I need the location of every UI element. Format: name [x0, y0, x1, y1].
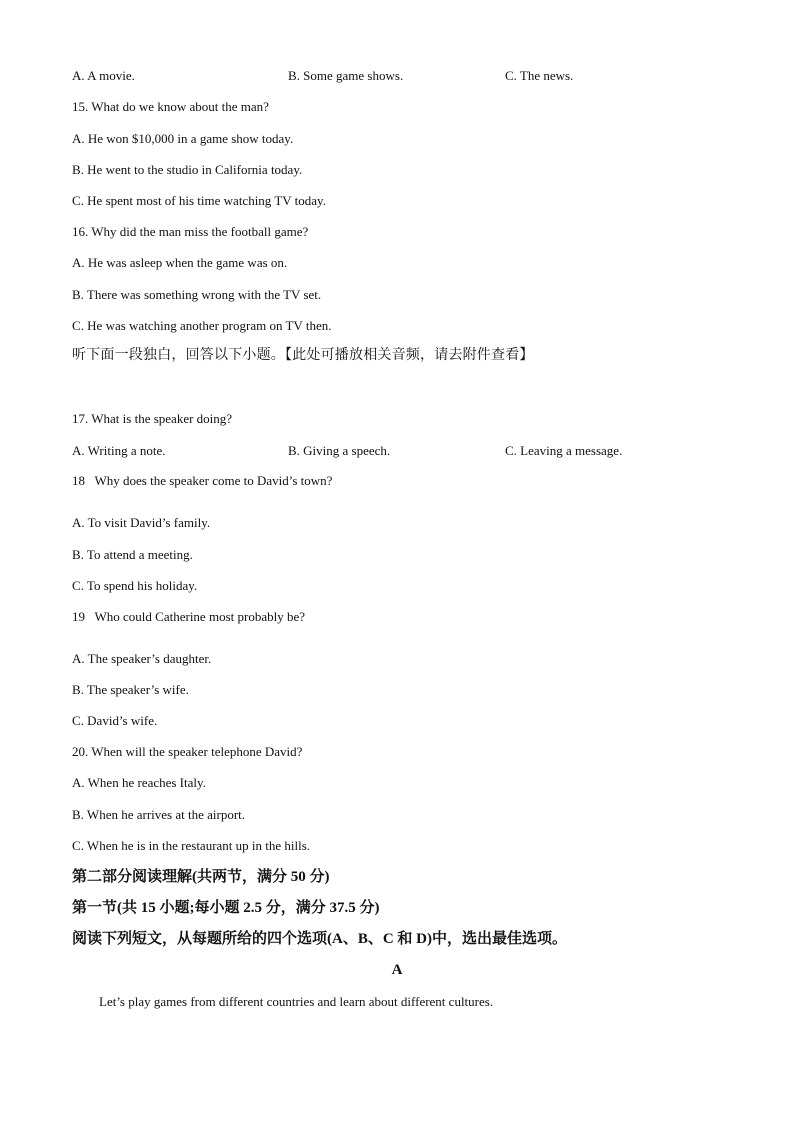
q17-option-b: B. Giving a speech.: [288, 443, 391, 458]
q19-option-b: B. The speaker’s wife.: [72, 682, 189, 697]
q15-option-b: B. He went to the studio in California today.: [72, 162, 303, 177]
q18-option-a: A. To visit David’s family.: [72, 515, 211, 530]
q19-question: 19 Who could Catherine most probably be?: [72, 609, 305, 624]
q17-option-c: C. Leaving a message.: [505, 443, 623, 458]
q17-question: 17. What is the speaker doing?: [72, 411, 233, 426]
q18-option-c: C. To spend his holiday.: [72, 578, 198, 593]
q16-option-a: A. He was asleep when the game was on.: [72, 255, 288, 270]
q19-option-a: A. The speaker’s daughter.: [72, 651, 212, 666]
q16-option-c: C. He was watching another program on TV then.: [72, 318, 332, 333]
q20-option-b: B. When he arrives at the airport.: [72, 807, 246, 822]
q15-question: 15. What do we know about the man?: [72, 99, 269, 114]
q15-option-c: C. He spent most of his time watching TV today.: [72, 193, 326, 208]
q14-option-a: A. A movie.: [72, 68, 135, 83]
passage-first-line: Let’s play games from different countries and learn about different cultures.: [99, 994, 494, 1009]
q15-option-a: A. He won $10,000 in a game show today.: [72, 131, 294, 146]
reading-instruction: 阅读下列短文，从每题所给的四个选项(A、B、C 和 D)中，选出最佳选项。: [72, 931, 567, 947]
q20-question: 20. When will the speaker telephone David?: [72, 744, 303, 759]
q14-option-c: C. The news.: [505, 68, 574, 83]
q17-option-a: A. Writing a note.: [72, 443, 166, 458]
q19-option-c: C. David’s wife.: [72, 713, 158, 728]
monologue-instruction: 听下面一段独白，回答以下小题。【此处可播放相关音频，请去附件查看】: [72, 348, 534, 363]
q18-question: 18 Why does the speaker come to David’s town?: [72, 473, 333, 488]
q14-option-b: B. Some game shows.: [288, 68, 404, 83]
q20-option-a: A. When he reaches Italy.: [72, 775, 206, 790]
section1-heading: 第一节(共 15 小题;每小题 2.5 分，满分 37.5 分): [72, 900, 380, 916]
part2-heading: 第二部分阅读理解(共两节，满分 50 分): [72, 869, 330, 885]
q20-option-c: C. When he is in the restaurant up in the hills.: [72, 838, 311, 853]
q16-question: 16. Why did the man miss the football game?: [72, 224, 309, 239]
q16-option-b: B. There was something wrong with the TV set.: [72, 287, 322, 302]
q18-option-b: B. To attend a meeting.: [72, 547, 193, 562]
passage-label: A: [391, 962, 403, 978]
